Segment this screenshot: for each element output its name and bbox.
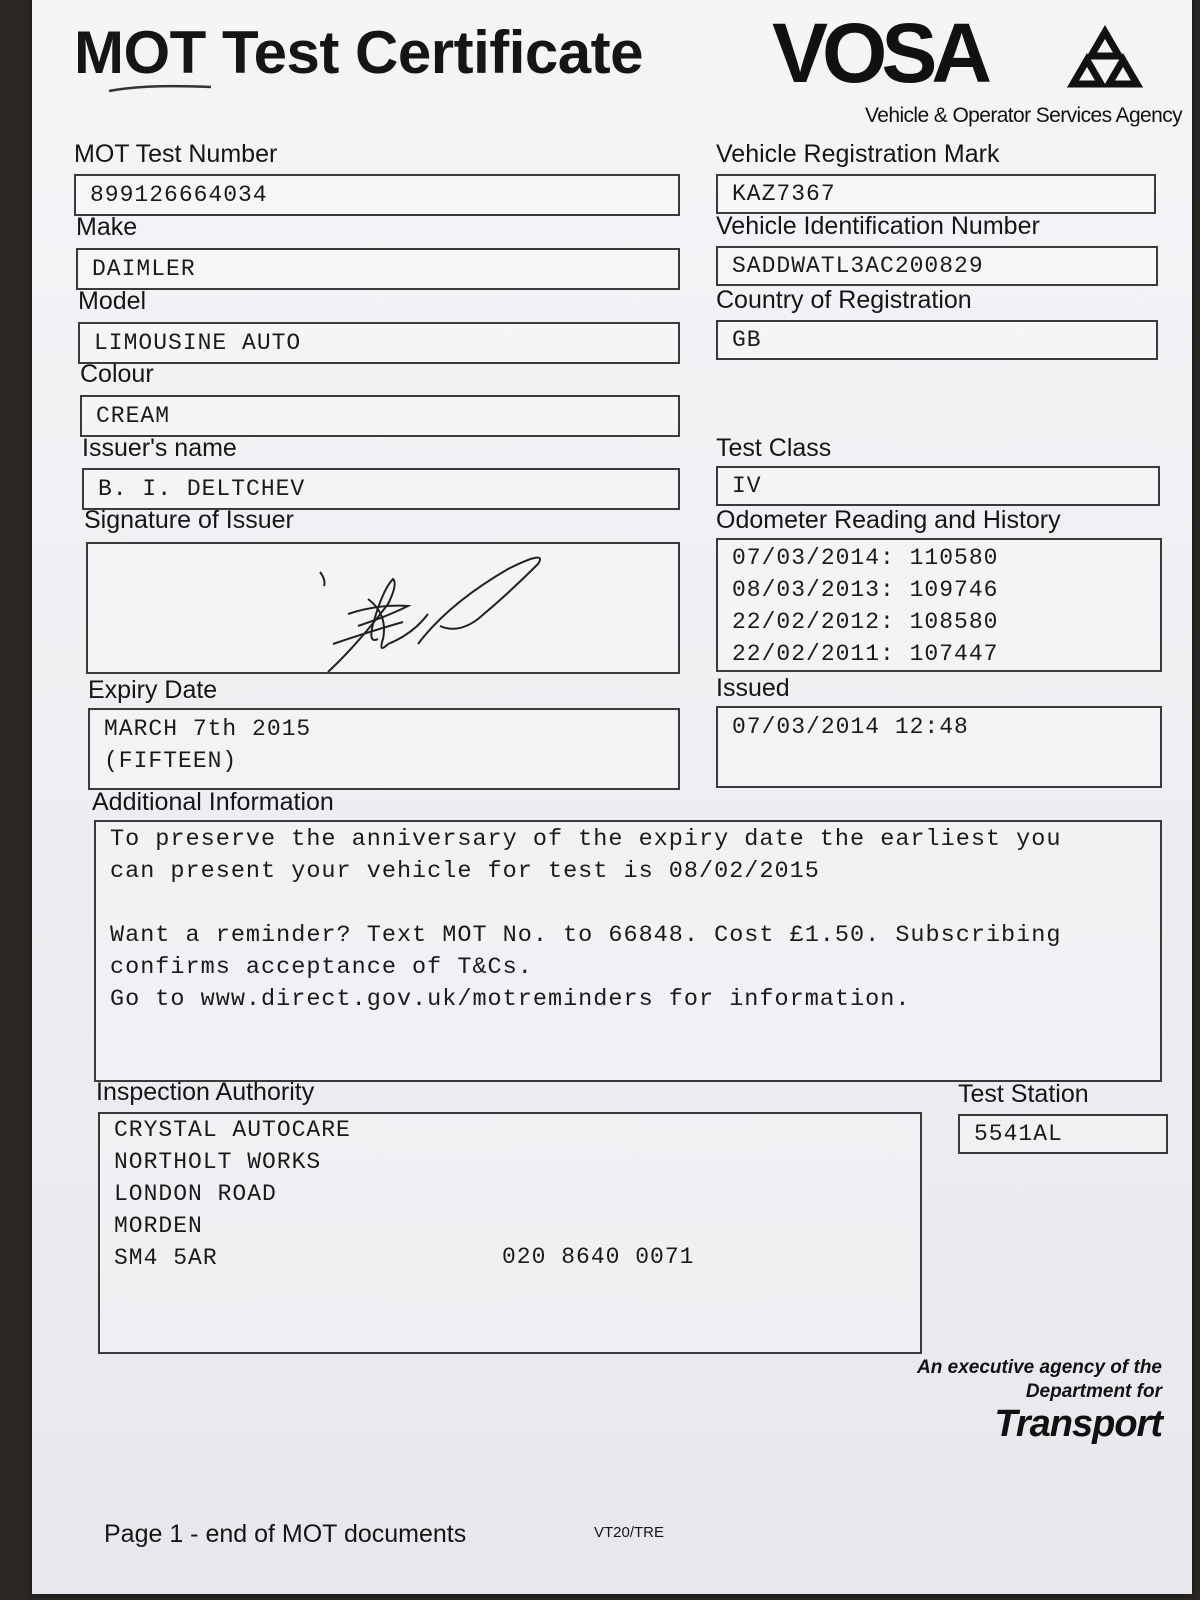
odometer-entry: 22/02/2011: 107447 bbox=[732, 641, 999, 667]
issuer-signature bbox=[88, 544, 678, 672]
test-station-value: 5541AL bbox=[974, 1121, 1063, 1147]
odometer-box bbox=[716, 538, 1162, 672]
vin-value: SADDWATL3AC200829 bbox=[732, 253, 984, 279]
odometer-entry: 08/03/2013: 109746 bbox=[732, 577, 999, 603]
country-label: Country of Registration bbox=[716, 286, 972, 314]
inspection-authority-box bbox=[98, 1112, 922, 1354]
additional-line: To preserve the anniversary of the expiry date the earliest you bbox=[110, 826, 1062, 853]
inspection-line: LONDON ROAD bbox=[114, 1181, 277, 1207]
expiry-label: Expiry Date bbox=[88, 676, 218, 704]
registration-mark-box bbox=[716, 174, 1156, 214]
dft-line-1: An executive agency of the bbox=[917, 1357, 1162, 1378]
dft-line-2: Department for bbox=[1025, 1381, 1162, 1402]
issuer-name-label: Issuer's name bbox=[82, 434, 237, 462]
vosa-logo bbox=[772, 18, 1172, 98]
country-box bbox=[716, 320, 1158, 360]
test-class-label: Test Class bbox=[716, 434, 832, 462]
inspection-phone: 020 8640 0071 bbox=[502, 1244, 695, 1270]
model-value: LIMOUSINE AUTO bbox=[94, 330, 302, 356]
triple-triangle-icon bbox=[1073, 32, 1137, 84]
test-number-label: MOT Test Number bbox=[74, 140, 278, 168]
inspection-line: CRYSTAL AUTOCARE bbox=[114, 1117, 351, 1143]
additional-info-label: Additional Information bbox=[92, 788, 334, 816]
issued-label: Issued bbox=[716, 674, 790, 702]
test-station-label: Test Station bbox=[958, 1080, 1089, 1108]
vin-box bbox=[716, 246, 1158, 286]
certificate-title: MOT Test Certificate bbox=[74, 19, 643, 86]
dft-logo bbox=[917, 1356, 1162, 1444]
inspection-line: MORDEN bbox=[114, 1213, 203, 1239]
registration-mark-label: Vehicle Registration Mark bbox=[716, 140, 1000, 168]
expiry-box bbox=[88, 708, 680, 790]
make-box bbox=[76, 248, 680, 290]
model-label: Model bbox=[78, 287, 147, 315]
signature-box bbox=[86, 542, 680, 674]
country-value: GB bbox=[732, 327, 762, 353]
vosa-logo-text: VOSA bbox=[772, 18, 987, 98]
odometer-entry: 22/02/2012: 108580 bbox=[732, 609, 999, 635]
test-class-box bbox=[716, 466, 1160, 506]
form-code: VT20/TRE bbox=[594, 1524, 665, 1541]
issued-value: 07/03/2014 12:48 bbox=[732, 714, 969, 740]
colour-label: Colour bbox=[80, 360, 154, 388]
additional-line: confirms acceptance of T&Cs. bbox=[110, 954, 533, 981]
model-box bbox=[78, 322, 680, 364]
issued-box bbox=[716, 706, 1162, 788]
inspection-authority-label: Inspection Authority bbox=[96, 1078, 315, 1106]
odometer-entry: 07/03/2014: 110580 bbox=[732, 545, 999, 571]
make-label: Make bbox=[76, 213, 138, 241]
inspection-line: SM4 5AR bbox=[114, 1245, 218, 1271]
vin-label: Vehicle Identification Number bbox=[716, 212, 1040, 240]
certificate-sheet bbox=[32, 0, 1192, 1594]
dft-line-3: Transport bbox=[994, 1403, 1162, 1445]
pen-underline-mark bbox=[105, 82, 215, 96]
additional-info-box bbox=[94, 820, 1162, 1082]
issuer-name-box bbox=[82, 468, 680, 510]
test-number-value: 899126664034 bbox=[90, 182, 268, 208]
signature-label: Signature of Issuer bbox=[84, 506, 294, 534]
additional-line: Want a reminder? Text MOT No. to 66848. Cost £1.50. Subscribing bbox=[110, 922, 1062, 949]
odometer-label: Odometer Reading and History bbox=[716, 506, 1061, 534]
expiry-line-2: (FIFTEEN) bbox=[104, 748, 238, 774]
test-station-box bbox=[958, 1114, 1168, 1154]
test-number-box bbox=[74, 174, 680, 216]
agency-name: Vehicle & Operator Services Agency bbox=[865, 104, 1182, 127]
additional-line: Go to www.direct.gov.uk/motreminders for information. bbox=[110, 986, 911, 1013]
colour-value: CREAM bbox=[96, 403, 171, 429]
expiry-line-1: MARCH 7th 2015 bbox=[104, 716, 312, 742]
additional-line: can present your vehicle for test is 08/02/2015 bbox=[110, 858, 820, 885]
issuer-name-value: B. I. DELTCHEV bbox=[98, 476, 306, 502]
colour-box bbox=[80, 395, 680, 437]
inspection-line: NORTHOLT WORKS bbox=[114, 1149, 322, 1175]
make-value: DAIMLER bbox=[92, 256, 196, 282]
additional-line bbox=[96, 888, 1160, 920]
page-end-text: Page 1 - end of MOT documents bbox=[104, 1520, 467, 1548]
registration-mark-value: KAZ7367 bbox=[732, 181, 836, 207]
test-class-value: IV bbox=[732, 473, 762, 499]
